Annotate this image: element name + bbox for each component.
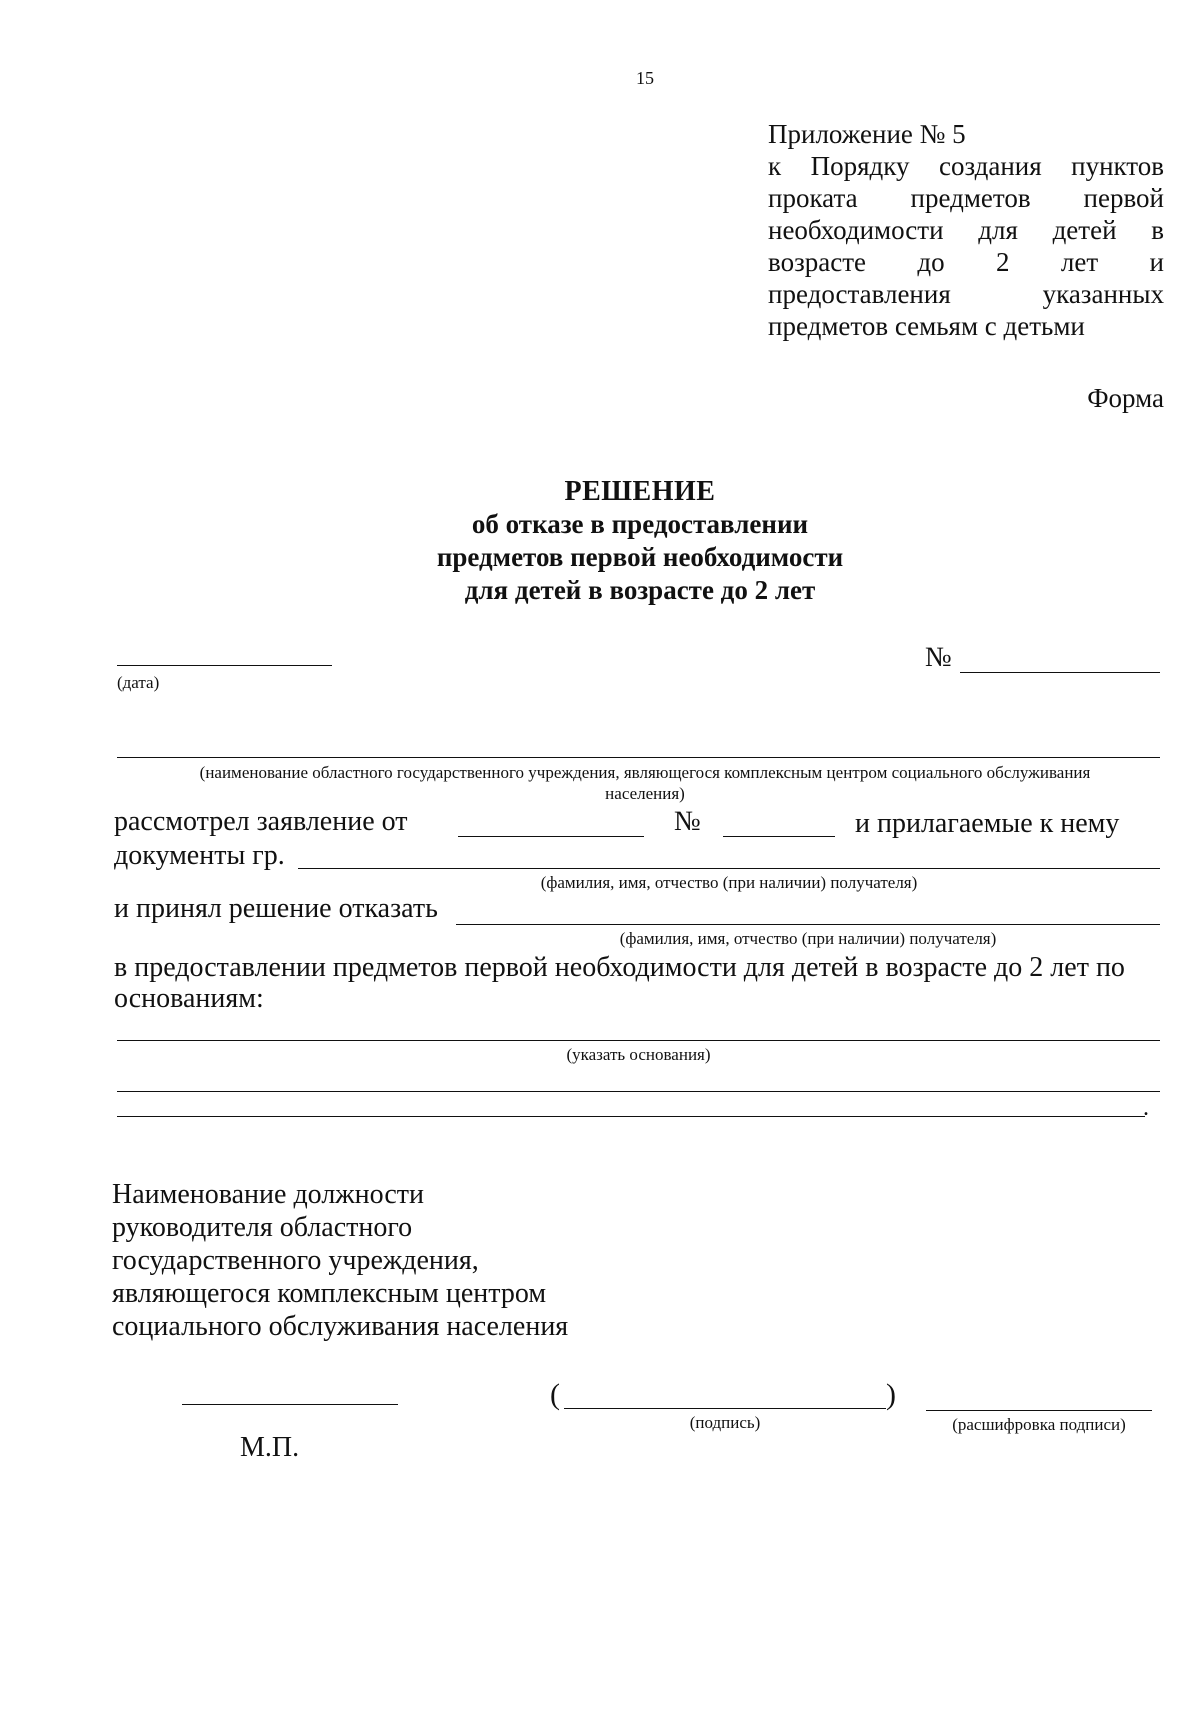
refusal-text: в предоставлении предметов первой необходимости для детей в возрасте до 2 лет по	[114, 952, 1125, 983]
grounds-line-3[interactable]	[117, 1116, 1145, 1117]
page-number: 15	[636, 68, 654, 88]
document-title	[120, 475, 1160, 607]
position-title	[112, 1178, 568, 1343]
number-sign: №	[925, 642, 952, 673]
title-line: для детей в возрасте до 2 лет	[464, 575, 816, 605]
recipient-caption: (фамилия, имя, отчество (при наличии) получателя)	[540, 873, 918, 892]
refusal-text-cont: основаниям:	[114, 983, 264, 1014]
appendix-line: к Порядку создания пунктов	[768, 151, 1164, 181]
position-line: социального обслуживания населения	[112, 1311, 569, 1342]
appendix-line: проката предметов первой	[768, 183, 1164, 213]
signature-decode-caption: (расшифровка подписи)	[952, 1415, 1126, 1434]
appendix-line: предметов семьям с детьми	[768, 311, 1085, 341]
institution-caption-cont: населения)	[605, 784, 685, 803]
institution-field-line[interactable]	[117, 757, 1160, 758]
citizen-name-line[interactable]	[298, 868, 1160, 869]
grounds-end-dot: .	[1143, 1095, 1149, 1121]
title-line: об отказе в предоставлении	[471, 509, 809, 539]
reviewed-text: рассмотрел заявление от	[114, 806, 408, 837]
position-line: являющегося комплексным центром	[112, 1278, 547, 1309]
title-line: предметов первой необходимости	[436, 542, 844, 572]
appendix-line: предоставления указанных	[768, 279, 1164, 309]
signature-line[interactable]	[564, 1408, 886, 1409]
appendix-line: необходимости для детей в	[768, 215, 1164, 245]
position-line: руководителя областного	[112, 1212, 413, 1243]
recipient-caption-2: (фамилия, имя, отчество (при наличии) получателя)	[619, 929, 997, 948]
application-date-line[interactable]	[458, 836, 644, 837]
grounds-line-1[interactable]	[117, 1040, 1160, 1041]
institution-caption: (наименование областного государственного учреждения, являющегося комплексным центром социального обслуживания	[199, 763, 1091, 782]
position-sign-line[interactable]	[182, 1404, 398, 1405]
date-field-line[interactable]	[117, 665, 332, 666]
signature-decode-line[interactable]	[926, 1410, 1152, 1411]
grounds-line-2[interactable]	[117, 1091, 1160, 1092]
form-label: Форма	[1087, 383, 1164, 413]
stamp-place: М.П.	[240, 1432, 300, 1463]
decision-text: и принял решение отказать	[114, 893, 438, 924]
documents-text: документы гр.	[114, 840, 285, 871]
signature-caption: (подпись)	[689, 1413, 761, 1432]
position-line: Наименование должности	[112, 1179, 424, 1210]
appendix-line: Приложение № 5	[768, 119, 966, 149]
title-main: РЕШЕНИЕ	[564, 476, 716, 507]
signature-open-paren: (	[550, 1378, 560, 1411]
appendix-header	[768, 118, 1164, 342]
number-field-line[interactable]	[960, 672, 1160, 673]
appendix-line: возрасте до 2 лет и	[768, 247, 1164, 277]
recipient-name-line[interactable]	[456, 924, 1160, 925]
grounds-caption: (указать основания)	[566, 1045, 711, 1064]
signature-close-paren: )	[886, 1378, 896, 1411]
date-caption: (дата)	[117, 673, 160, 692]
application-number-line[interactable]	[723, 836, 835, 837]
application-number-sign: №	[674, 806, 701, 837]
position-line: государственного учреждения,	[112, 1245, 479, 1276]
attached-text: и прилагаемые к нему	[855, 808, 1120, 839]
